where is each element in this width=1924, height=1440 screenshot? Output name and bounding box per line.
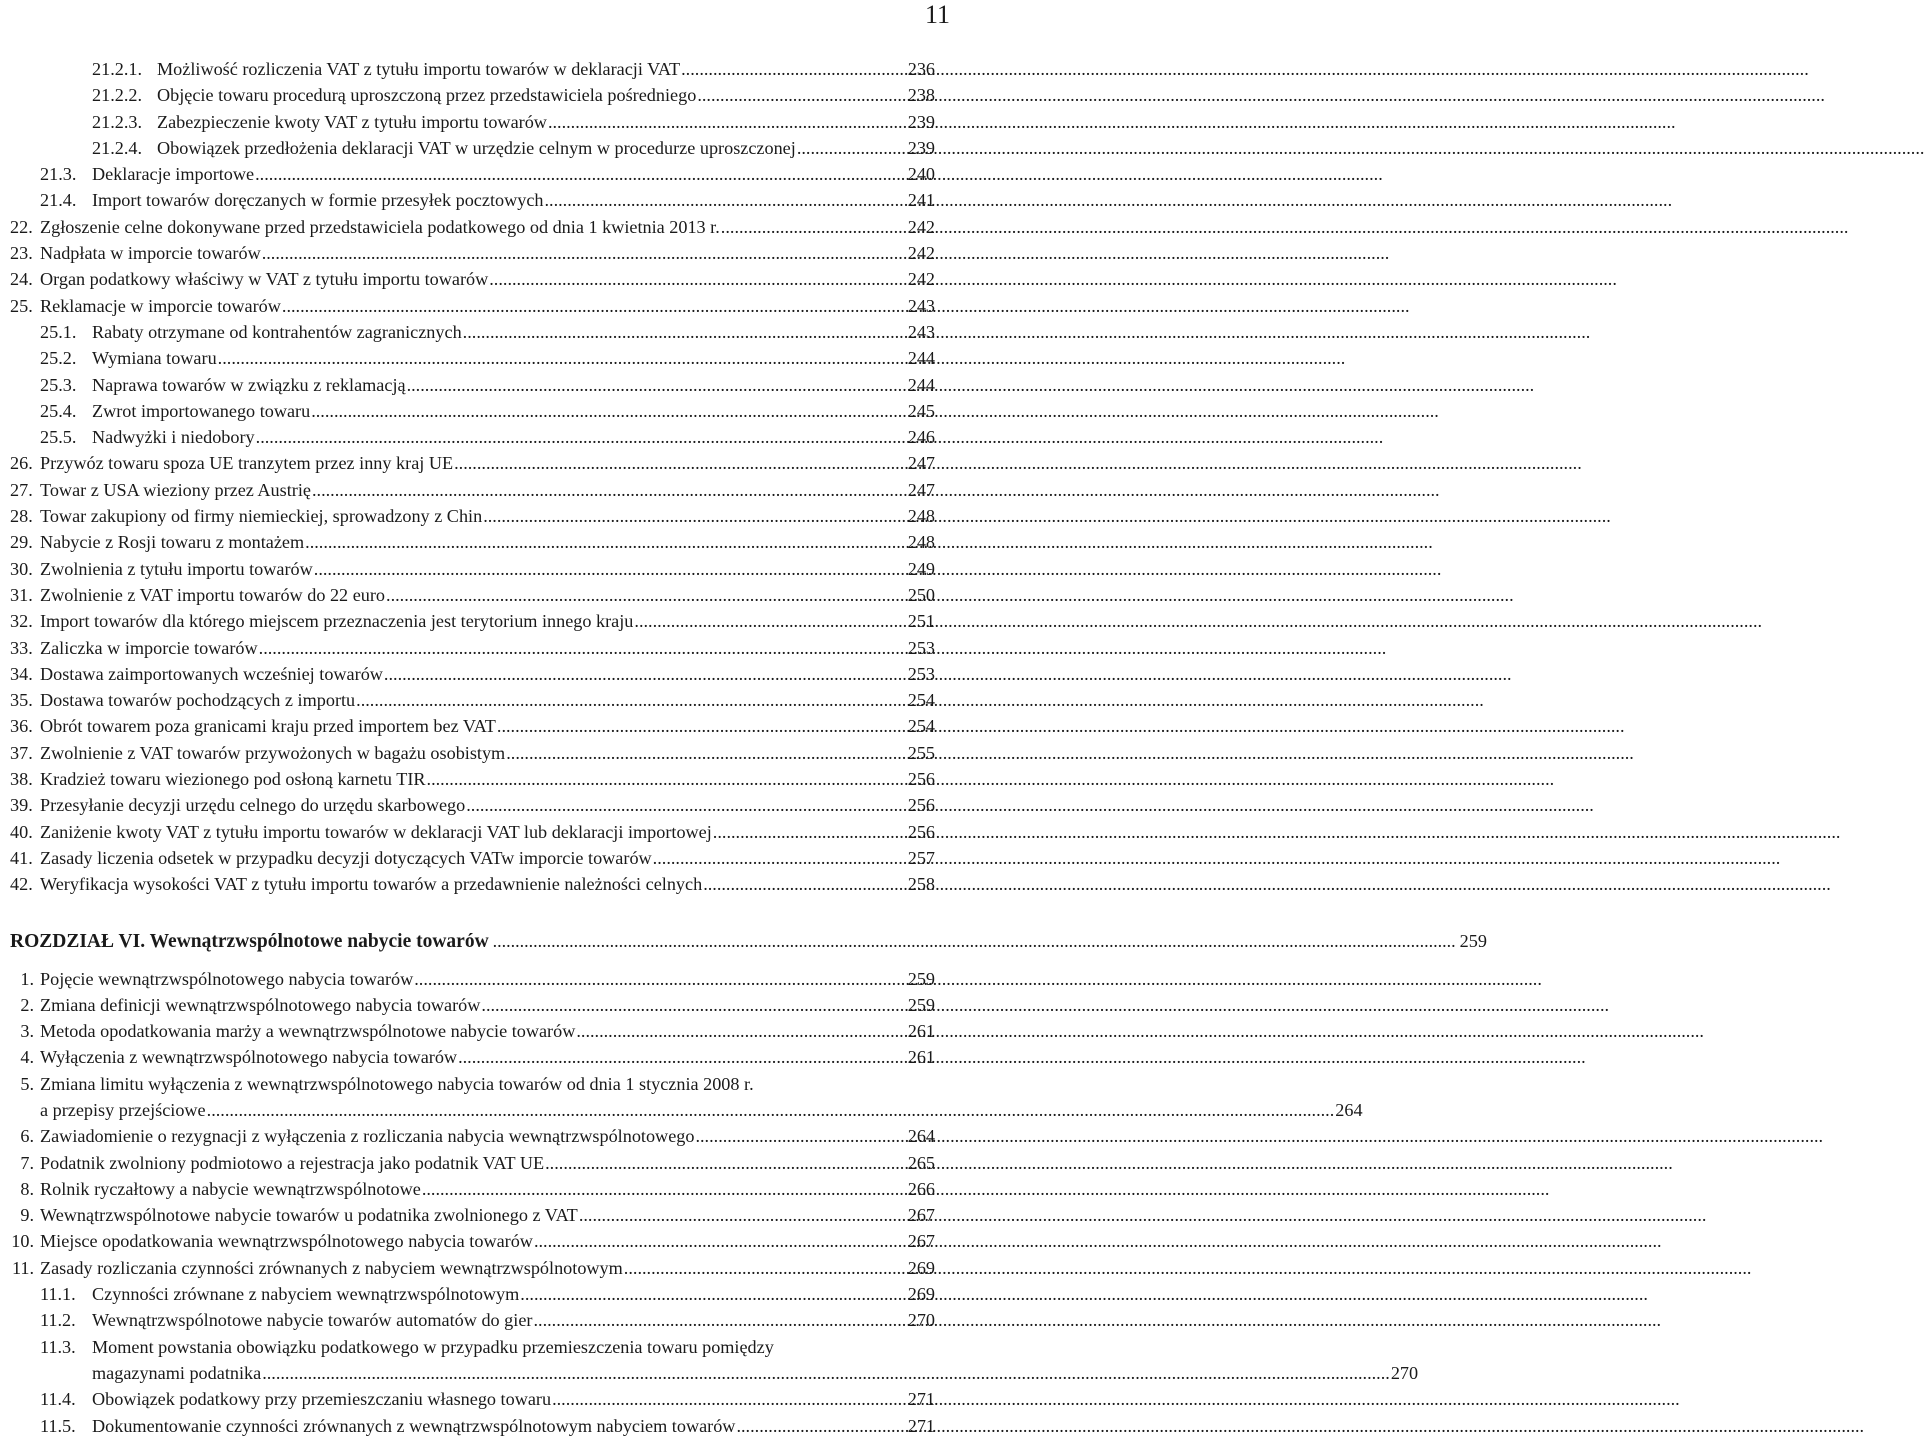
toc-entry-title: Metoda opodatkowania marży a wewnątrzwspólnotowe nabycie towarów	[40, 1021, 576, 1042]
toc-entry-page-number: 244	[907, 374, 935, 395]
toc-entry-page-number: 255	[907, 742, 935, 763]
toc-entry-number: 9.	[20, 1205, 34, 1226]
toc-entry-number: 25.1.	[40, 321, 77, 342]
toc-entry-page-number: 269	[907, 1257, 935, 1278]
toc-entry-number: 25.2.	[40, 348, 77, 369]
toc-entry	[0, 845, 960, 871]
toc-entry-page-number: 242	[907, 243, 935, 264]
toc-entry-number: 41.	[10, 847, 33, 868]
toc-entry-number: 39.	[10, 795, 33, 816]
toc-entry-number: 24.	[10, 269, 33, 290]
toc-entry-page-number: 243	[907, 321, 935, 342]
toc-entry	[0, 1150, 960, 1176]
toc-entry-title: Zaniżenie kwoty VAT z tytułu importu towarów w deklaracji VAT lub deklaracji importowej	[40, 821, 712, 842]
dot-leader	[463, 319, 907, 345]
toc-entry-title: Zawiadomienie o rezygnacji z wyłączenia z rozliczania nabycia wewnątrzwspólnotowego	[40, 1126, 695, 1147]
toc-entry-title: Zmiana definicji wewnątrzwspólnotowego nabycia towarów	[40, 994, 481, 1015]
toc-entry-number: 21.4.	[40, 190, 77, 211]
toc-entry-number: 27.	[10, 479, 33, 500]
toc-entry-page-number: 244	[907, 348, 935, 369]
dot-leader	[579, 1202, 907, 1228]
toc-entry-title: Podatnik zwolniony podmiotowo a rejestracja jako podatnik VAT UE	[40, 1152, 545, 1173]
toc-entry	[0, 135, 960, 161]
dot-leader	[520, 1281, 906, 1307]
dot-leader	[454, 450, 907, 476]
toc-entry-page-number: 259	[907, 968, 935, 989]
toc-entry-page-number: 243	[907, 295, 935, 316]
toc-entry-page-number: 253	[907, 663, 935, 684]
toc-section-wnt	[0, 966, 1419, 1439]
toc-entry-page-number: 241	[907, 190, 935, 211]
toc-entry	[0, 1176, 960, 1202]
dot-leader	[481, 992, 906, 1018]
toc-entry	[0, 398, 960, 424]
toc-entry-page-number: 251	[907, 611, 935, 632]
chapter-page-number: 259	[1459, 930, 1487, 951]
toc-entry-page-number: 239	[907, 111, 935, 132]
toc-entry-page-number: 249	[907, 558, 935, 579]
chapter-heading	[0, 924, 1487, 958]
toc-entry	[0, 503, 960, 529]
toc-entry-number: 1.	[20, 968, 34, 989]
toc-entry-title: Deklaracje importowe	[92, 164, 255, 185]
dot-leader	[489, 266, 906, 292]
toc-entry-number: 25.	[10, 295, 33, 316]
toc-entry-number: 22.	[10, 216, 33, 237]
dot-leader	[797, 135, 907, 161]
dot-leader	[256, 424, 907, 450]
toc-entry-page-number: 270	[907, 1310, 935, 1331]
toc-entry-page-number: 242	[907, 269, 935, 290]
dot-leader	[466, 792, 907, 818]
toc-entry-number: 25.4.	[40, 400, 77, 421]
toc-entry	[0, 56, 960, 82]
toc-entry-page-number: 236	[907, 59, 935, 79]
toc-entry-title: Możliwość rozliczenia VAT z tytułu importu towarów w deklaracji VAT	[157, 59, 681, 79]
toc-entry-page-number: 264	[907, 1126, 935, 1147]
toc-entry-title: Nadwyżki i niedobory	[92, 427, 255, 448]
dot-leader	[533, 1307, 906, 1333]
toc-entry-title: Miejsce opodatkowania wewnątrzwspólnotowego nabycia towarów	[40, 1231, 533, 1252]
toc-entry	[0, 109, 960, 135]
toc-entry	[0, 450, 960, 476]
dot-leader	[703, 871, 907, 897]
toc-entry-page-number: 240	[907, 164, 935, 185]
toc-entry-page-number: 248	[907, 506, 935, 527]
toc-entry	[0, 1386, 960, 1412]
dot-leader	[653, 845, 907, 871]
toc-entry-page-number: 257	[907, 847, 935, 868]
toc-entry-title: Zwolnienia z tytułu importu towarów	[40, 558, 313, 579]
chapter-title: ROZDZIAŁ VI. Wewnątrzwspólnotowe nabycie towarów	[10, 930, 489, 952]
toc-entry-page-number: 253	[907, 637, 935, 658]
dot-leader	[207, 1100, 1335, 1120]
toc-entry	[0, 1044, 960, 1070]
toc-entry-number: 28.	[10, 506, 33, 527]
toc-entry-title: Zmiana limitu wyłączenia z wewnątrzwspólnotowego nabycia towarów od dnia 1 stycznia 2008 r.	[40, 1073, 754, 1094]
toc-entry-page-number: 271	[907, 1415, 935, 1436]
toc-entry-title: Wewnątrzwspólnotowe nabycie towarów automatów do gier	[92, 1310, 533, 1331]
toc-entry-number: 25.5.	[40, 427, 77, 448]
toc-entry	[0, 582, 960, 608]
toc-entry-number: 33.	[10, 637, 33, 658]
toc-entry-title: Objęcie towaru procedurą uproszczoną przez przedstawiciela pośredniego	[157, 85, 697, 106]
toc-entry-page-number: 258	[907, 874, 935, 895]
toc-entry	[0, 1018, 960, 1044]
toc-entry-title: Zabezpieczenie kwoty VAT z tytułu importu towarów	[157, 111, 547, 132]
toc-entry-page-number: 254	[907, 690, 935, 711]
toc-entry	[0, 1281, 960, 1307]
toc-entry-number: 3.	[20, 1021, 34, 1042]
toc-entry-title: Pojęcie wewnątrzwspólnotowego nabycia towarów	[40, 968, 414, 989]
toc-entry-page-number: 259	[907, 994, 935, 1015]
dot-leader	[218, 345, 907, 371]
dot-leader	[736, 1413, 906, 1439]
toc-entry-title: Reklamacje w imporcie towarów	[40, 295, 281, 316]
dot-leader	[624, 1255, 907, 1281]
toc-entry-number: 7.	[20, 1152, 34, 1173]
toc-entry	[0, 687, 960, 713]
dot-leader	[262, 240, 907, 266]
toc-entry-page-number: 266	[907, 1178, 935, 1199]
toc-entry-number: 29.	[10, 532, 33, 553]
dot-leader	[493, 924, 1456, 958]
toc-entry	[0, 819, 960, 845]
dot-leader	[311, 398, 907, 424]
toc-entry	[0, 792, 960, 818]
toc-entry	[0, 187, 960, 213]
dot-leader	[458, 1044, 907, 1070]
toc-entry-title: Towar z USA wieziony przez Austrię	[40, 479, 311, 500]
toc-entry-title: Rabaty otrzymane od kontrahentów zagranicznych	[92, 321, 462, 342]
toc-entry-page-number: 270	[1390, 1362, 1419, 1383]
dot-leader	[386, 582, 907, 608]
toc-entry-number: 42.	[10, 874, 33, 895]
toc-entry-number: 40.	[10, 821, 33, 842]
toc-entry-title: Rolnik ryczałtowy a nabycie wewnątrzwspólnotowe	[40, 1178, 421, 1199]
toc-entry-number: 21.2.1.	[92, 59, 143, 79]
toc-entry	[0, 240, 960, 266]
toc-entry-number: 38.	[10, 769, 33, 790]
toc-entry-title: Zasady rozliczania czynności zrównanych z nabyciem wewnątrzwspólnotowym	[40, 1257, 623, 1278]
dot-leader	[255, 161, 907, 187]
dot-leader	[552, 1386, 907, 1412]
toc-entry	[0, 635, 960, 661]
toc-entry-title: Towar zakupiony od firmy niemieckiej, sprowadzony z Chin	[40, 506, 483, 527]
dot-leader	[305, 529, 907, 555]
toc-entry	[0, 1097, 1363, 1123]
toc-entry-page-number: 256	[907, 795, 935, 816]
toc-entry-number: 11.1.	[40, 1284, 76, 1305]
toc-entry-title: Przywóz towaru spoza UE tranzytem przez inny kraj UE	[40, 453, 454, 474]
dot-leader	[259, 635, 907, 661]
toc-entry	[0, 740, 960, 766]
toc-entry-title: Zasady liczenia odsetek w przypadku decyzji dotyczących VATw imporcie towarów	[40, 847, 652, 868]
toc-entry-title: Dostawa towarów pochodzących z importu	[40, 690, 356, 711]
toc-entry-number: 25.3.	[40, 374, 77, 395]
toc-entry	[0, 1071, 960, 1097]
toc-entry-number: 11.	[11, 1257, 34, 1278]
toc-entry-title: Nadpłata w imporcie towarów	[40, 243, 261, 264]
dot-leader	[312, 477, 907, 503]
toc-entry-number: 2.	[20, 994, 34, 1015]
toc-entry	[0, 966, 960, 992]
toc-entry-number: 23.	[10, 243, 33, 264]
toc-entry-title: Przesyłanie decyzji urzędu celnego do urzędu skarbowego	[40, 795, 466, 816]
toc-entry-title: Import towarów dla którego miejscem przeznaczenia jest terytorium innego kraju	[40, 611, 634, 632]
toc-entry-number: 11.4.	[40, 1389, 76, 1410]
dot-leader	[544, 187, 906, 213]
dot-leader	[721, 214, 907, 240]
toc-entry-number: 21.2.4.	[92, 137, 143, 158]
toc-entry-page-number: 261	[907, 1021, 935, 1042]
toc-entry-title: Import towarów doręczanych w formie przesyłek pocztowych	[92, 190, 544, 211]
toc-section-import	[0, 56, 960, 898]
toc-entry	[0, 608, 960, 634]
toc-entry-page-number: 247	[907, 479, 935, 500]
toc-entry-number: 4.	[20, 1047, 34, 1068]
toc-entry-title: Obowiązek podatkowy przy przemieszczaniu własnego towaru	[92, 1389, 552, 1410]
dot-leader	[534, 1228, 907, 1254]
toc-entry-title: Kradzież towaru wiezionego pod osłoną karnetu TIR	[40, 769, 426, 790]
toc-entry	[0, 1334, 960, 1360]
toc-entry-number: 8.	[20, 1178, 34, 1199]
dot-leader	[384, 661, 907, 687]
toc-entry	[0, 529, 960, 555]
toc-entry-title: Zaliczka w imporcie towarów	[40, 637, 258, 658]
toc-entry-number: 30.	[10, 558, 33, 579]
toc-entry-page-number: 267	[907, 1205, 935, 1226]
toc-entry-number: 21.3.	[40, 164, 77, 185]
dot-leader	[506, 740, 907, 766]
toc-entry	[0, 556, 960, 582]
toc-entry-page-number: 254	[907, 716, 935, 737]
toc-entry-title: Dokumentowanie czynności zrównanych z wewnątrzwspólnotowym nabyciem towarów	[92, 1415, 736, 1436]
dot-leader	[576, 1018, 906, 1044]
toc-entry-number: 36.	[10, 716, 33, 737]
toc-entry-page-number: 238	[907, 85, 935, 106]
toc-entry	[0, 992, 960, 1018]
toc-entry-number: 6.	[20, 1126, 34, 1147]
toc-entry-page-number: 261	[907, 1047, 935, 1068]
toc-entry	[0, 477, 960, 503]
toc-entry-page-number: 246	[907, 427, 935, 448]
dot-leader	[681, 56, 907, 82]
dot-leader	[407, 372, 907, 398]
toc-entry	[0, 1255, 960, 1281]
toc-entry-page-number: 256	[907, 769, 935, 790]
toc-entry	[0, 1360, 1419, 1386]
toc-entry	[0, 214, 960, 240]
toc-entry-title: Dostawa zaimportowanych wcześniej towarów	[40, 663, 383, 684]
toc-entry-title: Zwrot importowanego towaru	[92, 400, 311, 421]
toc-entry-page-number: 271	[907, 1389, 935, 1410]
toc-entry-number: 21.2.3.	[92, 111, 143, 132]
toc-entry-page-number: 267	[907, 1231, 935, 1252]
toc-entry	[0, 424, 960, 450]
dot-leader	[548, 109, 907, 135]
toc-entry-number: 11.5.	[40, 1415, 76, 1436]
toc-entry-title: Wewnątrzwspólnotowe nabycie towarów u podatnika zwolnionego z VAT	[40, 1205, 578, 1226]
dot-leader	[697, 82, 906, 108]
toc-entry-title: Obrót towarem poza granicami kraju przed importem bez VAT	[40, 716, 496, 737]
toc-entry-title: Naprawa towarów w związku z reklamacją	[92, 374, 406, 395]
toc-entry-number: 21.2.2.	[92, 85, 143, 106]
toc-entry	[0, 82, 960, 108]
dot-leader	[414, 966, 906, 992]
toc-entry	[0, 1123, 960, 1149]
toc-entry-page-number: 265	[907, 1152, 935, 1173]
toc-entry-page-number: 248	[907, 532, 935, 553]
toc-entry-title: Zwolnienie z VAT towarów przywożonych w bagażu osobistym	[40, 742, 506, 763]
dot-leader	[262, 1363, 1390, 1383]
toc-entry-title: Czynności zrównane z nabyciem wewnątrzwspólnotowym	[92, 1284, 520, 1305]
toc-entry-number: 31.	[10, 584, 33, 605]
toc-entry	[0, 293, 960, 319]
toc-entry-number: 10.	[11, 1231, 34, 1252]
dot-leader	[497, 713, 907, 739]
toc-entry-page-number: 245	[907, 400, 935, 421]
toc-entry-title: Moment powstania obowiązku podatkowego w przypadku przemieszczenia towaru pomiędzy	[92, 1336, 774, 1357]
dot-leader	[427, 766, 907, 792]
table-of-contents	[0, 56, 1487, 1439]
dot-leader	[314, 556, 907, 582]
dot-leader	[634, 608, 906, 634]
toc-entry	[0, 319, 960, 345]
toc-entry	[0, 1307, 960, 1333]
section-gap	[0, 958, 960, 966]
toc-entry-page-number: 239	[907, 137, 935, 158]
toc-entry-number: 34.	[10, 663, 33, 684]
toc-entry-title: Nabycie z Rosji towaru z montażem	[40, 532, 305, 553]
toc-entry-title: Obowiązek przedłożenia deklaracji VAT w urzędzie celnym w procedurze uproszczonej	[157, 137, 796, 158]
toc-entry-page-number: 247	[907, 453, 935, 474]
toc-entry-page-number: 242	[907, 216, 935, 237]
section-gap	[0, 898, 960, 924]
dot-leader	[282, 293, 907, 319]
toc-entry-page-number: 250	[907, 584, 935, 605]
dot-leader	[713, 819, 907, 845]
toc-entry-title: Wyłączenia z wewnątrzwspólnotowego nabycia towarów	[40, 1047, 458, 1068]
toc-entry-title: Wymiana towaru	[92, 348, 217, 369]
toc-entry	[0, 713, 960, 739]
dot-leader	[356, 687, 907, 713]
toc-entry-title: Weryfikacja wysokości VAT z tytułu importu towarów a przedawnienie należności celnych	[40, 874, 703, 895]
dot-leader	[483, 503, 907, 529]
toc-entry-number: 26.	[10, 453, 33, 474]
toc-entry-number: 5.	[20, 1073, 34, 1094]
toc-entry-title: Organ podatkowy właściwy w VAT z tytułu importu towarów	[40, 269, 489, 290]
toc-entry-number: 35.	[10, 690, 33, 711]
toc-entry-number: 11.2.	[40, 1310, 76, 1331]
toc-entry	[0, 372, 960, 398]
page-number: 11	[924, 0, 950, 29]
toc-entry	[0, 766, 960, 792]
dot-leader	[422, 1176, 907, 1202]
toc-entry-page-number: 264	[1335, 1099, 1363, 1120]
toc-entry-number: 32.	[10, 611, 33, 632]
toc-entry	[0, 871, 960, 897]
toc-entry	[0, 345, 960, 371]
toc-entry-title: Zwolnienie z VAT importu towarów do 22 euro	[40, 584, 386, 605]
toc-entry-number: 11.3.	[40, 1336, 76, 1357]
toc-entry	[0, 266, 960, 292]
toc-entry-title: Zgłoszenie celne dokonywane przed przedstawiciela podatkowego od dnia 1 kwietnia 2013 r.	[40, 216, 720, 237]
toc-entry	[0, 1413, 960, 1439]
toc-entry-page-number: 256	[907, 821, 935, 842]
toc-entry-number: 37.	[10, 742, 33, 763]
toc-entry	[0, 161, 960, 187]
toc-entry-page-number: 269	[907, 1284, 935, 1305]
toc-entry	[0, 1202, 960, 1228]
dot-leader	[695, 1123, 906, 1149]
toc-entry	[0, 1228, 960, 1254]
toc-entry-title: magazynami podatnika	[92, 1362, 262, 1383]
dot-leader	[545, 1150, 907, 1176]
toc-entry-title: a przepisy przejściowe	[40, 1099, 206, 1120]
toc-entry	[0, 661, 960, 687]
